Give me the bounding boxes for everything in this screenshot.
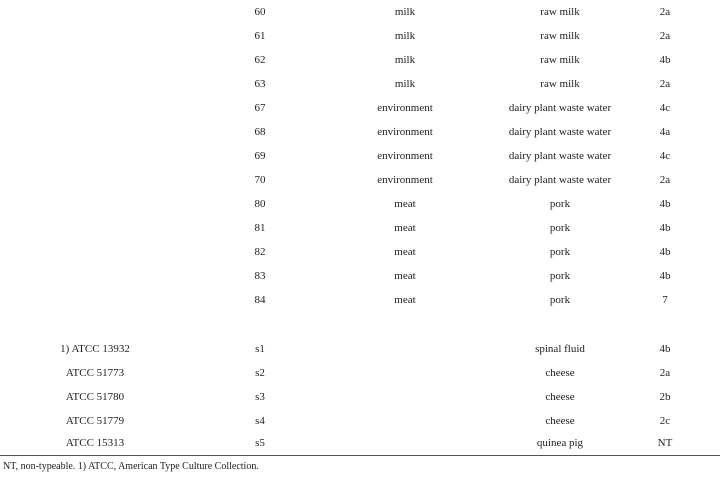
isolate-origin: cheese bbox=[545, 415, 575, 427]
isolate-serotype: 4b bbox=[659, 246, 671, 258]
isolate-origin: pork bbox=[549, 270, 571, 282]
isolate-serotype: 7 bbox=[662, 294, 668, 306]
table-footnote: NT, non-typeable. 1) ATCC, American Type Culture Collection. bbox=[3, 461, 259, 472]
table-row bbox=[0, 144, 720, 168]
isolate-id: s4 bbox=[255, 415, 265, 427]
table-row bbox=[0, 431, 720, 455]
strain-name: 1) ATCC 13932 bbox=[60, 343, 130, 355]
isolate-serotype: 2a bbox=[659, 30, 671, 42]
strain-name: ATCC 51779 bbox=[65, 415, 125, 427]
isolate-source: milk bbox=[394, 78, 416, 90]
table-row bbox=[0, 192, 720, 216]
table-row bbox=[0, 72, 720, 96]
table-row bbox=[0, 288, 720, 312]
isolate-source: milk bbox=[394, 54, 416, 66]
table-bottom-rule bbox=[0, 455, 720, 456]
isolate-source: milk bbox=[394, 30, 416, 42]
isolate-origin: cheese bbox=[545, 391, 575, 403]
table-row bbox=[0, 96, 720, 120]
table-row bbox=[0, 216, 720, 240]
table-row bbox=[0, 264, 720, 288]
isolate-origin: pork bbox=[549, 222, 571, 234]
isolate-origin: pork bbox=[549, 294, 571, 306]
isolate-origin: raw milk bbox=[540, 54, 580, 66]
isolate-id: 62 bbox=[254, 54, 266, 66]
table-row bbox=[0, 168, 720, 192]
table-row bbox=[0, 24, 720, 48]
isolate-source: meat bbox=[394, 198, 416, 210]
isolate-origin: raw milk bbox=[540, 30, 580, 42]
isolate-id: s5 bbox=[255, 437, 265, 449]
isolate-source: environment bbox=[377, 126, 433, 138]
isolate-origin: raw milk bbox=[540, 6, 580, 18]
table-row bbox=[0, 337, 720, 361]
isolate-serotype: NT bbox=[657, 437, 673, 449]
isolate-id: s1 bbox=[255, 343, 265, 355]
isolate-serotype: 4b bbox=[659, 198, 671, 210]
isolate-serotype: 4b bbox=[659, 343, 671, 355]
isolate-id: 81 bbox=[254, 222, 266, 234]
isolate-id: 70 bbox=[254, 174, 266, 186]
isolate-id: 68 bbox=[254, 126, 266, 138]
isolate-source: environment bbox=[377, 174, 433, 186]
isolate-id: 67 bbox=[254, 102, 266, 114]
strain-name: ATCC 15313 bbox=[65, 437, 125, 449]
isolate-origin: cheese bbox=[545, 367, 575, 379]
isolate-id: 82 bbox=[254, 246, 266, 258]
isolate-source: milk bbox=[394, 6, 416, 18]
isolate-source: meat bbox=[394, 294, 416, 306]
strain-name: ATCC 51780 bbox=[65, 391, 125, 403]
table-row bbox=[0, 385, 720, 409]
isolate-serotype: 2c bbox=[659, 415, 671, 427]
isolate-origin: dairy plant waste water bbox=[508, 126, 612, 138]
isolate-id: 83 bbox=[254, 270, 266, 282]
isolate-id: 80 bbox=[254, 198, 266, 210]
table-row bbox=[0, 48, 720, 72]
isolate-origin: raw milk bbox=[540, 78, 580, 90]
isolate-serotype: 4c bbox=[659, 150, 671, 162]
isolate-source: environment bbox=[377, 102, 433, 114]
table-row bbox=[0, 409, 720, 433]
isolate-source: meat bbox=[394, 222, 416, 234]
isolate-serotype: 2a bbox=[659, 6, 671, 18]
isolate-serotype: 4a bbox=[659, 126, 671, 138]
table-row bbox=[0, 361, 720, 385]
isolate-id: 69 bbox=[254, 150, 266, 162]
isolate-origin: dairy plant waste water bbox=[508, 150, 612, 162]
isolate-source: meat bbox=[394, 246, 416, 258]
isolate-source: meat bbox=[394, 270, 416, 282]
table-row bbox=[0, 240, 720, 264]
table-row bbox=[0, 120, 720, 144]
isolate-serotype: 4b bbox=[659, 54, 671, 66]
isolate-origin: quinea pig bbox=[536, 437, 584, 449]
strain-name: ATCC 51773 bbox=[65, 367, 125, 379]
isolate-serotype: 2a bbox=[659, 174, 671, 186]
isolate-origin: pork bbox=[549, 246, 571, 258]
isolate-id: 63 bbox=[254, 78, 266, 90]
isolate-serotype: 2a bbox=[659, 78, 671, 90]
isolate-serotype: 4b bbox=[659, 270, 671, 282]
table-row bbox=[0, 0, 720, 24]
isolate-serotype: 4c bbox=[659, 102, 671, 114]
isolate-id: s2 bbox=[255, 367, 265, 379]
isolate-id: s3 bbox=[255, 391, 265, 403]
isolate-id: 60 bbox=[254, 6, 266, 18]
isolate-origin: spinal fluid bbox=[535, 343, 585, 355]
isolate-id: 84 bbox=[254, 294, 266, 306]
isolate-serotype: 4b bbox=[659, 222, 671, 234]
isolate-origin: dairy plant waste water bbox=[508, 102, 612, 114]
isolate-origin: dairy plant waste water bbox=[508, 174, 612, 186]
isolate-origin: pork bbox=[549, 198, 571, 210]
isolate-serotype: 2b bbox=[659, 391, 671, 403]
isolate-serotype: 2a bbox=[659, 367, 671, 379]
isolate-source: environment bbox=[377, 150, 433, 162]
isolate-id: 61 bbox=[254, 30, 266, 42]
